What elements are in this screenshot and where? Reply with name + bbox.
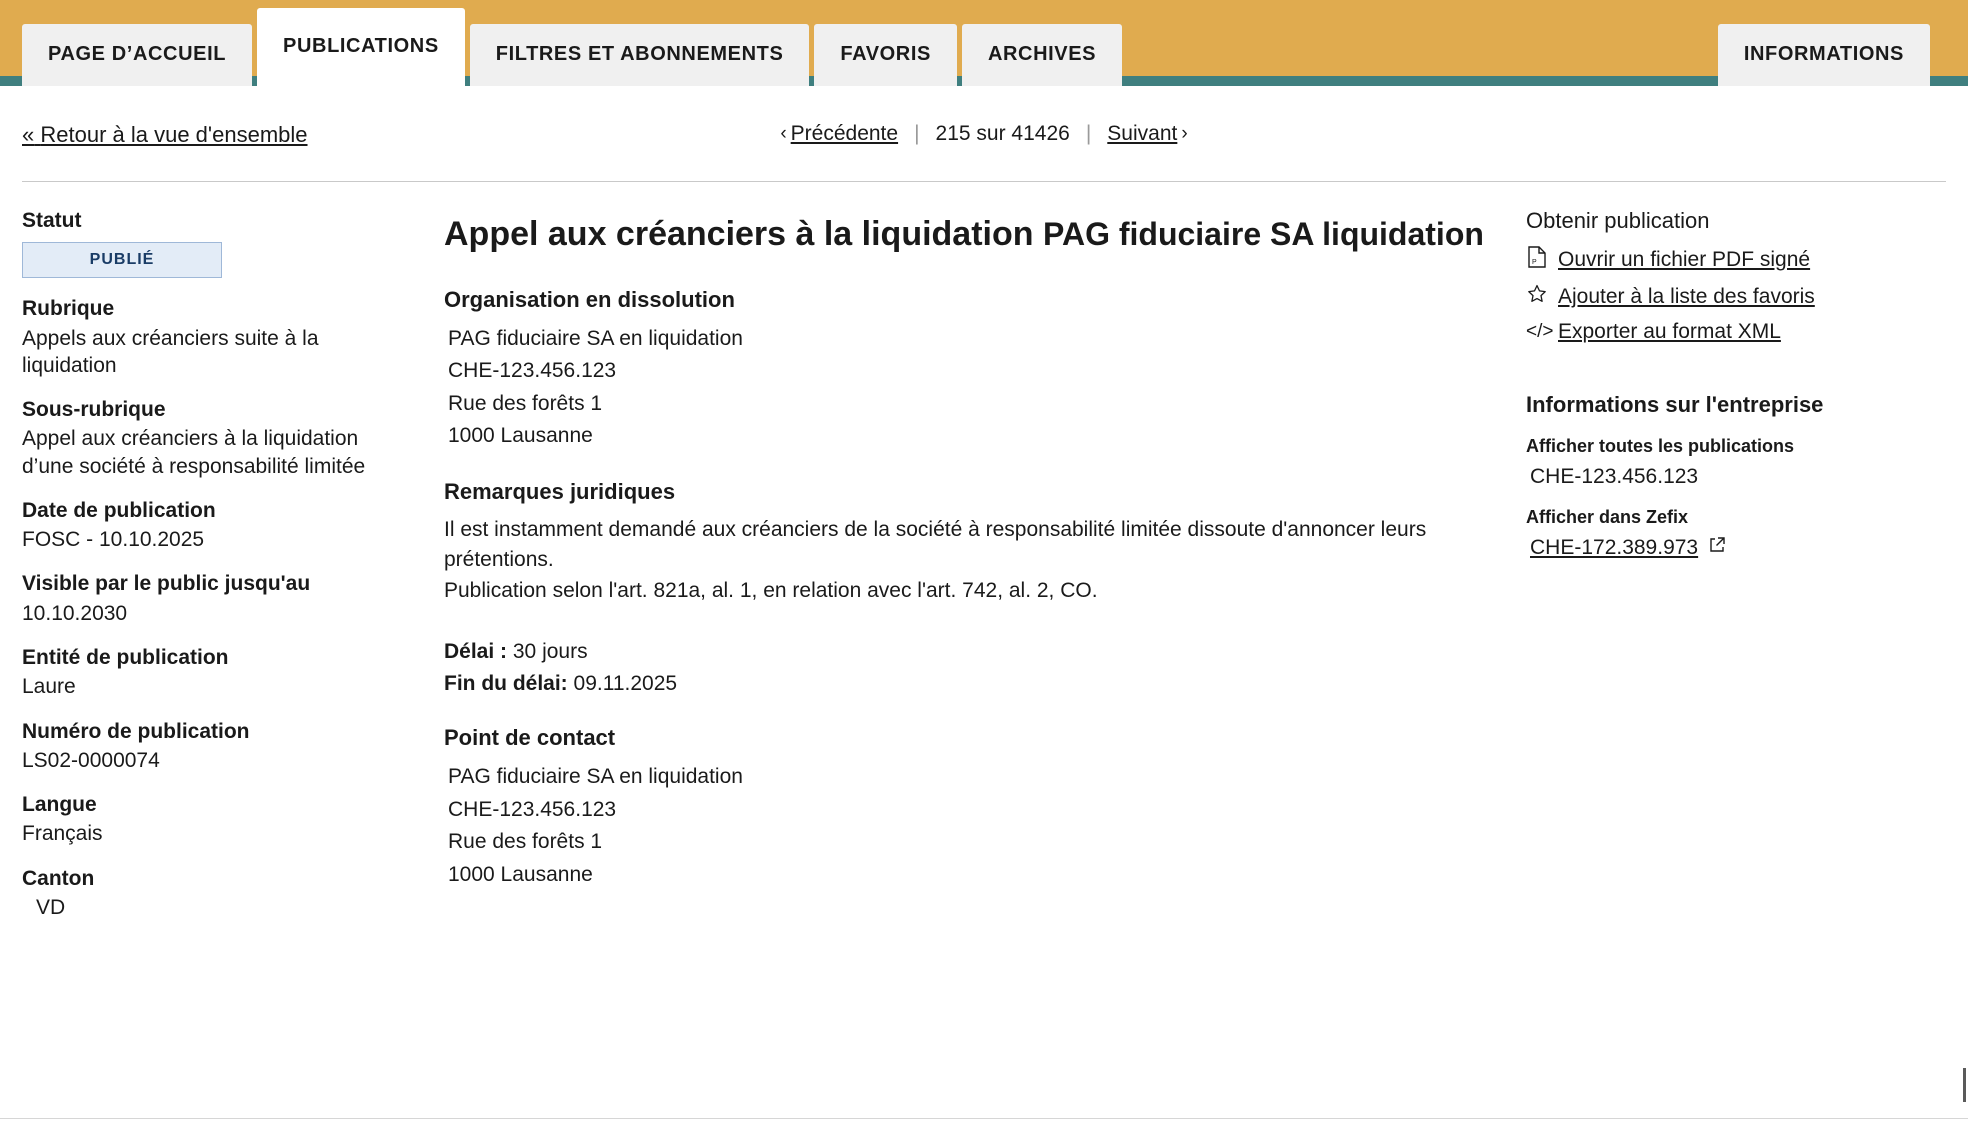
company-uid-value: CHE-123.456.123 [1530, 465, 1699, 488]
address-line: CHE-123.456.123 [448, 797, 617, 821]
entite-publication-label: Entité de publication [22, 646, 229, 670]
address-line: 1000 Lausanne [448, 862, 593, 886]
date-publication-label: Date de publication [22, 498, 216, 522]
external-link-icon [1706, 537, 1728, 559]
address-line: PAG fiduciaire SA en liquidation [448, 765, 743, 789]
chevron-left-icon[interactable]: ‹ [780, 123, 787, 144]
spacer [1526, 354, 1946, 392]
tab-label: ARCHIVES [987, 42, 1097, 65]
metadata-sidebar [22, 208, 422, 921]
point-de-contact-heading: Point de contact [444, 725, 616, 751]
remarques-paragraph-1: Il est instamment demandé aux créanciers de la société à responsabilité limitée dissoute d'annoncer leurs prétentions. [444, 517, 1427, 572]
pager-divider: | [914, 122, 920, 145]
rubrique-value: Appels aux créanciers suite à la liquidation [22, 326, 319, 377]
top-tab-bar [0, 0, 1968, 86]
tab-informations[interactable] [1718, 24, 1930, 86]
navigation-strip [22, 86, 1946, 182]
tab-label: INFORMATIONS [1743, 42, 1904, 65]
visible-jusquau-value: 10.10.2030 [22, 601, 128, 625]
organisation-heading: Organisation en dissolution [444, 286, 735, 312]
address-line: Rue des forêts 1 [448, 391, 603, 415]
address-line: CHE-123.456.123 [448, 359, 617, 383]
langue-label: Langue [22, 793, 97, 817]
date-publication-value: FOSC - 10.10.2025 [22, 528, 205, 552]
organisation-address [444, 323, 1496, 453]
page-title-entity: PAG fiduciaire SA liquidation [1042, 216, 1484, 252]
tab-page-accueil[interactable] [22, 24, 252, 86]
entite-publication-value: Laure [22, 675, 76, 699]
contact-address [444, 761, 1496, 891]
canton-label: Canton [22, 866, 95, 890]
pdf-file-icon [1526, 246, 1548, 274]
zefix-uid-link[interactable] [1526, 536, 1728, 560]
show-in-zefix-label[interactable]: Afficher dans Zefix [1526, 507, 1689, 527]
status-badge: PUBLIÉ [22, 242, 222, 278]
scrollbar-thumb[interactable] [1963, 1068, 1966, 1102]
export-xml-label: Exporter au format XML [1558, 320, 1781, 343]
tab-label: FAVORIS [840, 42, 931, 65]
canton-value: VD [36, 895, 66, 919]
address-line: PAG fiduciaire SA en liquidation [448, 326, 743, 350]
delai-block [444, 636, 1496, 699]
pagination [776, 122, 1191, 146]
fin-delai-value: 09.11.2025 [573, 671, 678, 695]
show-all-publications-label[interactable]: Afficher toutes les publications [1526, 436, 1795, 456]
address-line: 1000 Lausanne [448, 424, 593, 448]
remarques-juridiques-heading: Remarques juridiques [444, 478, 676, 504]
publication-detail [0, 182, 1968, 921]
page-title [444, 208, 1496, 261]
zefix-uid-value: CHE-172.389.973 [1530, 536, 1699, 559]
star-outline-icon [1526, 284, 1548, 310]
tab-filtres-abonnements[interactable] [470, 24, 810, 86]
rubrique-label: Rubrique [22, 297, 115, 321]
tab-label: FILTRES ET ABONNEMENTS [495, 42, 784, 65]
chevron-right-icon[interactable]: › [1181, 123, 1188, 144]
add-to-favorites-label: Ajouter à la liste des favoris [1558, 285, 1815, 308]
page-bottom-divider [0, 1118, 1968, 1124]
tab-favoris[interactable] [814, 24, 957, 86]
tab-archives[interactable] [962, 24, 1122, 86]
publication-body [422, 208, 1526, 921]
svg-text:P: P [1532, 259, 1537, 266]
numero-publication-value: LS02-0000074 [22, 748, 160, 772]
delai-label: Délai : [444, 640, 508, 664]
back-link-label: Retour à la vue d'ensemble [40, 122, 308, 147]
open-signed-pdf-link[interactable] [1526, 246, 1946, 274]
open-signed-pdf-label: Ouvrir un fichier PDF signé [1558, 248, 1811, 271]
fin-delai-label: Fin du délai: [444, 671, 568, 695]
next-link[interactable]: Suivant [1107, 122, 1178, 145]
tab-publications[interactable] [257, 8, 465, 86]
export-xml-link[interactable] [1526, 320, 1946, 344]
tab-label: PUBLICATIONS [283, 34, 439, 57]
langue-value: Français [22, 822, 103, 846]
previous-link[interactable]: Précédente [790, 122, 899, 145]
back-to-overview-link[interactable] [22, 122, 308, 148]
tab-label: PAGE D’ACCUEIL [48, 42, 227, 65]
chevron-double-left-icon: « [22, 122, 35, 147]
pager-divider: | [1085, 122, 1092, 145]
add-to-favorites-link[interactable] [1526, 284, 1946, 310]
company-info-heading: Informations sur l'entreprise [1526, 392, 1824, 417]
delai-value: 30 jours [512, 640, 588, 664]
code-brackets-icon: </> [1526, 321, 1554, 342]
pager-counter: 215 sur 41426 [935, 122, 1070, 145]
remarques-paragraph-2: Publication selon l'art. 821a, al. 1, en relation avec l'art. 742, al. 2, CO. [444, 578, 1098, 602]
page-title-main: Appel aux créanciers à la liquidation [444, 215, 1034, 253]
visible-jusquau-label: Visible par le public jusqu'au [22, 572, 311, 596]
numero-publication-label: Numéro de publication [22, 719, 250, 743]
sous-rubrique-label: Sous-rubrique [22, 398, 166, 422]
address-line: Rue des forêts 1 [448, 830, 603, 854]
sous-rubrique-value: Appel aux créanciers à la liquidation d’une société à responsabilité limitée [22, 427, 366, 478]
actions-sidebar [1526, 208, 1946, 921]
statut-label: Statut [22, 209, 82, 232]
obtenir-publication-heading: Obtenir publication [1526, 208, 1710, 233]
